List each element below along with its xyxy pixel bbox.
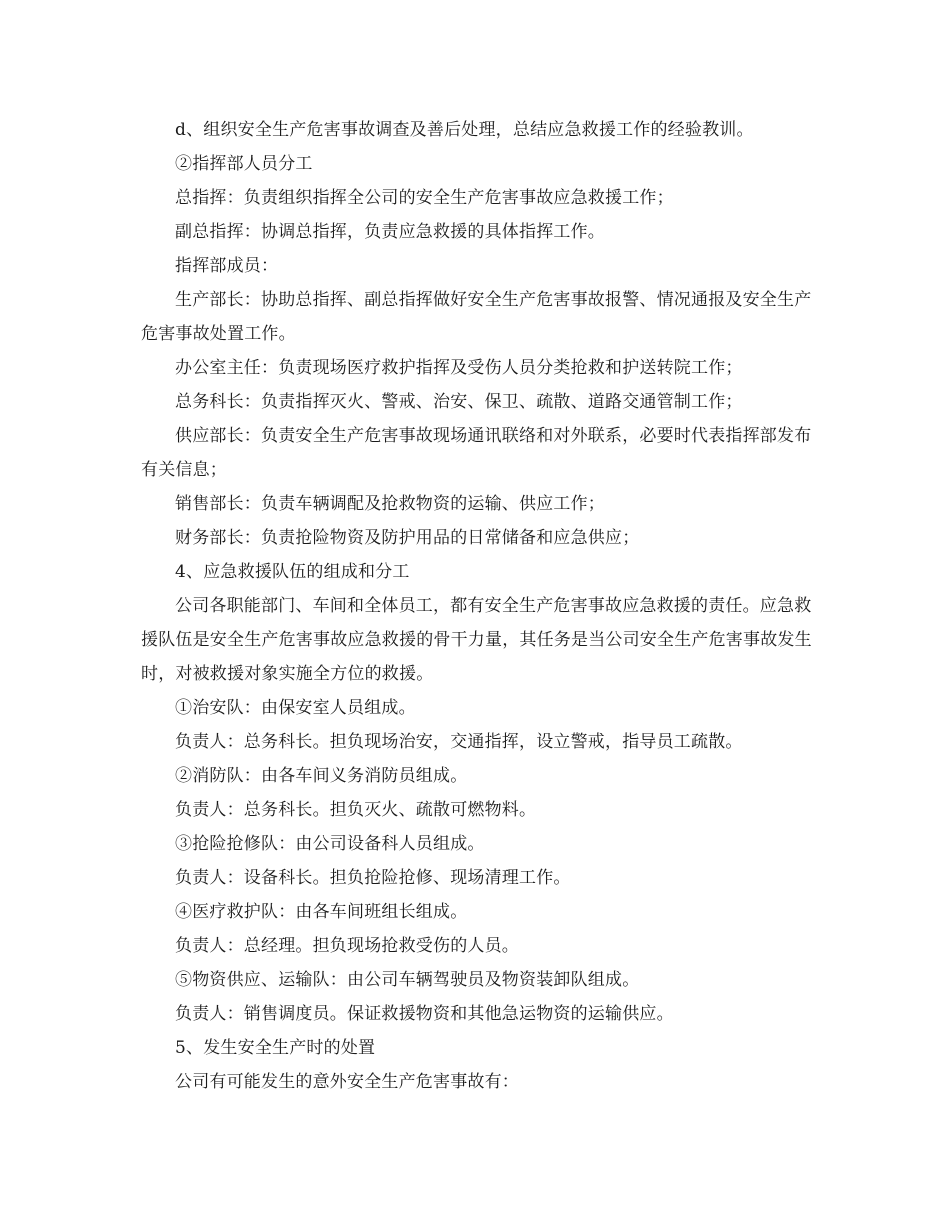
paragraph-7: 办公室主任：负责现场医疗救护指挥及受伤人员分类抢救和护送转院工作； (175, 358, 743, 378)
paragraph-23: 负责人：销售调度员。保证救援物资和其他急运物资的运输供应。 (175, 1004, 674, 1024)
paragraph-21: 负责人：总经理。担负现场抢救受伤的人员。 (175, 936, 519, 956)
document-body (141, 113, 813, 1099)
paragraph-15: 负责人：总务科长。担负现场治安，交通指挥，设立警戒，指导员工疏散。 (175, 732, 743, 752)
paragraph-18: ③抢险抢修队：由公司设备科人员组成。 (175, 834, 485, 854)
paragraph-4: 副总指挥：协调总指挥，负责应急救援的具体指挥工作。 (175, 222, 605, 242)
paragraph-22: ⑤物资供应、运输队：由公司车辆驾驶员及物资装卸队组成。 (175, 970, 640, 990)
paragraph-5: 指挥部成员： (175, 256, 279, 276)
paragraph-20: ④医疗救护队：由各车间班组长组成。 (175, 902, 468, 922)
paragraph-10: 销售部长：负责车辆调配及抢救物资的运输、供应工作； (175, 494, 605, 514)
paragraph-11: 财务部长：负责抢险物资及防护用品的日常储备和应急供应； (175, 528, 640, 548)
paragraph-17: 负责人：总务科长。担负灭火、疏散可燃物料。 (175, 800, 537, 820)
paragraph-9: 供应部长：负责安全生产危害事故现场通讯联络和对外联系，必要时代表指挥部发布有关信息； (141, 426, 812, 480)
paragraph-6: 生产部长：协助总指挥、副总指挥做好安全生产危害事故报警、情况通报及安全生产危害事故处置工作。 (141, 290, 812, 344)
paragraph-19: 负责人：设备科长。担负抢险抢修、现场清理工作。 (175, 868, 571, 888)
paragraph-13: 公司各职能部门、车间和全体员工，都有安全生产危害事故应急救援的责任。应急救援队伍是安全生产危害事故应急救援的骨干力量，其任务是当公司安全生产危害事故发生时，对被救援对象实施全方位的救援。 (141, 596, 812, 684)
paragraph-8: 总务科长：负责指挥灭火、警戒、治安、保卫、疏散、道路交通管制工作； (175, 392, 743, 412)
section-heading-4: 4、应急救援队伍的组成和分工 (175, 562, 410, 582)
paragraph-25: 公司有可能发生的意外安全生产危害事故有： (175, 1072, 519, 1092)
paragraph-16: ②消防队：由各车间义务消防员组成。 (175, 766, 468, 786)
section-heading-5: 5、发生安全生产时的处置 (175, 1038, 376, 1058)
paragraph-2: ②指挥部人员分工 (175, 154, 313, 174)
paragraph-14: ①治安队：由保安室人员组成。 (175, 698, 416, 718)
paragraph-3: 总指挥：负责组织指挥全公司的安全生产危害事故应急救援工作； (175, 188, 674, 208)
paragraph-1: d、组织安全生产危害事故调查及善后处理，总结应急救援工作的经验教训。 (175, 120, 754, 140)
